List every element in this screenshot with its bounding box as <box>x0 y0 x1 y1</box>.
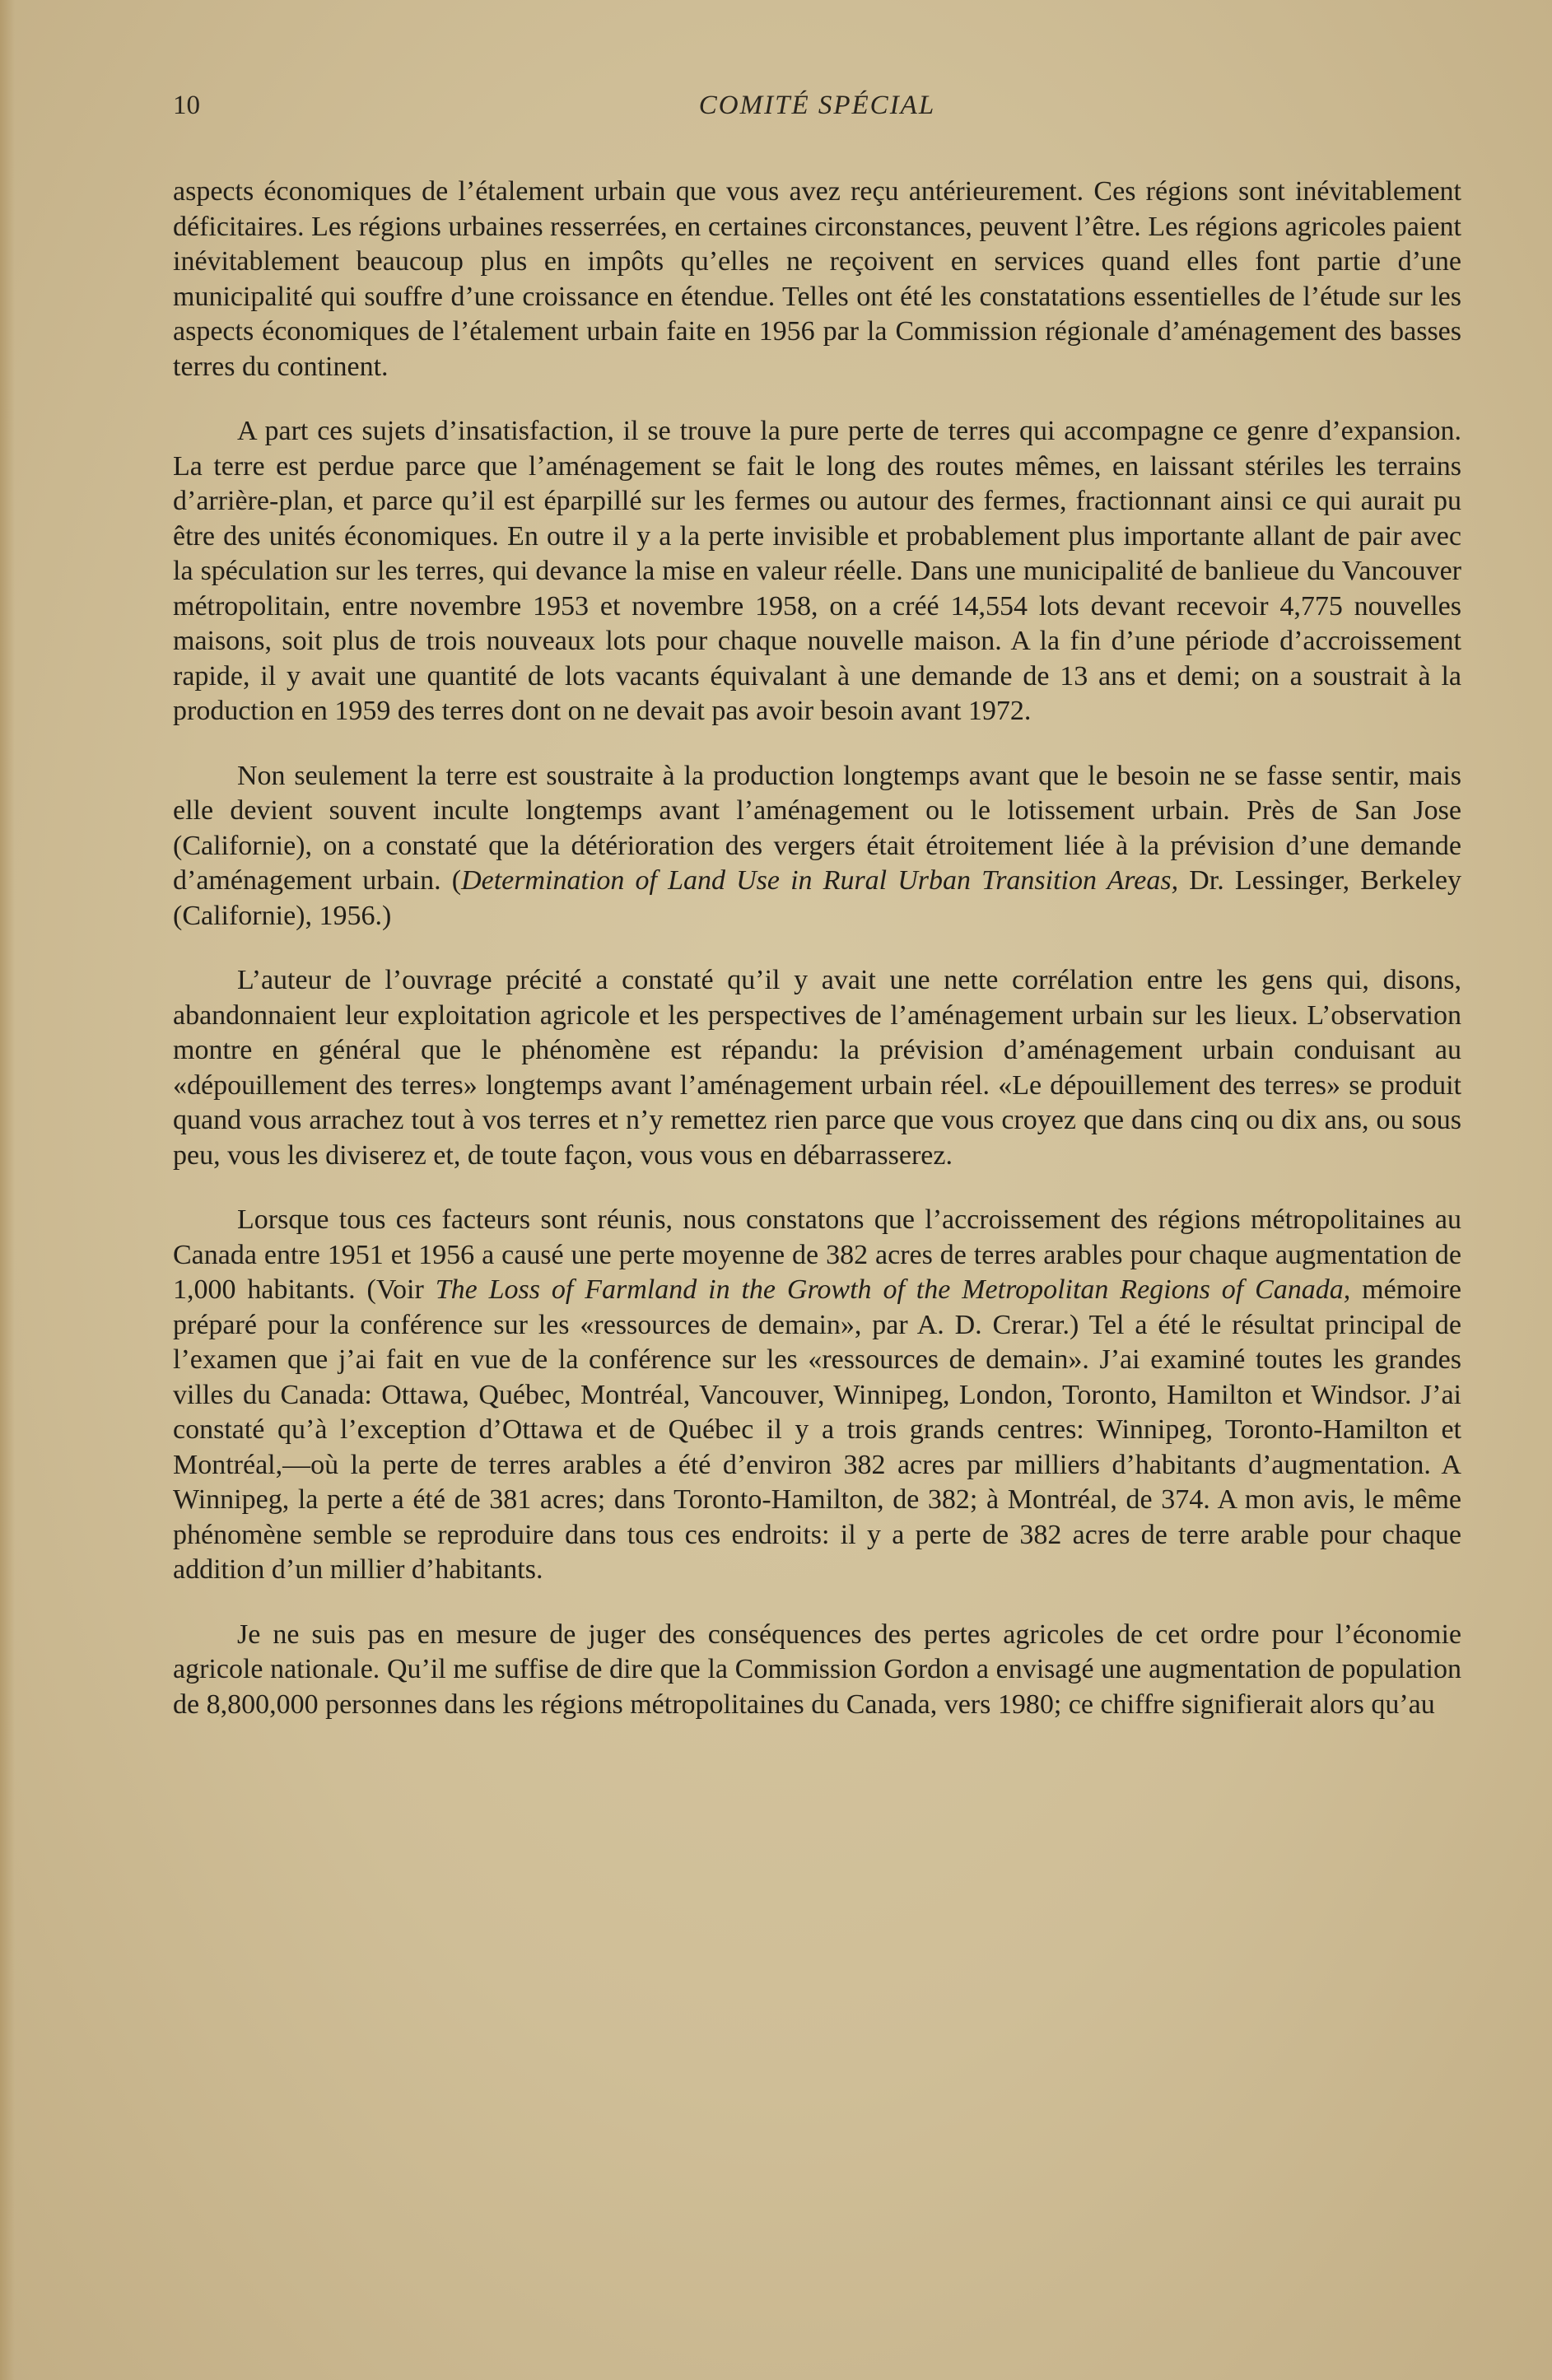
paragraph-5 <box>173 1203 1461 1588</box>
running-header <box>173 91 1461 137</box>
paragraph-1: aspects économiques de l’étalement urbain que vous avez reçu antérieurement. Ces régions sont inévitablement déficitaires. Les régions urbaines resserrées, en certaines circonstances, peuvent l’être. Les régions agricoles paient inévitablement beaucoup plus en impôts qu’elles ne reçoivent en services quand elles font partie d’une municipalité qui souffre d’une croissance en étendue. Telles ont été les constatations essentielles de l’étude sur les aspects économiques de l’étalement urbain faite en 1956 par la Commission régionale d’aménagement des basses terres du continent. <box>173 176 1461 382</box>
paragraph-4: L’auteur de l’ouvrage précité a constaté qu’il y avait une nette corrélation entre les gens qui, disons, abandonnaient leur exploitation agricole et les perspectives de l’aménagement urbain sur les lieux. L’observation montre en général que le phénomène est répandu: la prévision d’aménagement urbain conduisant au «dépouillement des terres» longtemps avant l’aménagement urbain réel. «Le dépouillement des terres» se produit quand vous arrachez tout à vos terres et n’y remettez rien parce que vous croyez que dans cinq ou dix ans, ou sous peu, vous les diviserez et, de toute façon, vous vous en débarrasserez. <box>173 965 1461 1171</box>
running-title: COMITÉ SPÉCIAL <box>698 91 936 120</box>
citation-title: Determination of Land Use in Rural Urban Transition Areas, <box>461 865 1179 896</box>
paragraph-3-text-end: Dr. Lessinger, Berkeley (Californie), 1956.) <box>173 865 1461 931</box>
paragraph-6: Je ne suis pas en mesure de juger des conséquences des pertes agricoles de cet ordre pour l’économie agricole nationale. Qu’il me suffise de dire que la Commission Gordon a envisagé une augmentation de population de 8,800,000 personnes dans les régions métropolitaines du Canada, vers 1980; ce chiffre signifierait alors qu’au <box>173 1618 1461 1720</box>
paragraph-5-text: Lorsque tous ces facteurs sont réunis, nous constatons que l’accroissement des régions métropolitaines au Canada entre 1951 et 1956 a causé une perte moyenne de 382 acres de terres arables pour chaque augmentation de 1,000 habitants. (Voir <box>173 1204 1461 1305</box>
body-text <box>173 175 1461 1722</box>
paragraph-3-text: Non seulement la terre est soustraite à la production longtemps avant que le besoin ne se fasse sentir, mais elle devient souvent inculte longtemps avant l’aménagement ou le lotissement urbain. Près de San Jose (Californie), on a constaté que la détérioration des vergers était étroitement liée à la prévision d’une demande d’aménagement urbain. ( <box>173 760 1461 896</box>
page-edge-shadow <box>0 0 15 2380</box>
paragraph-5-text-end: mémoire préparé pour la conférence sur les «ressources de demain», par A. D. Crerar.) Tel a été le résultat principal de l’examen que j’ai fait en vue de la conférence sur les «ressources de demain». J’ai examiné toutes les grandes villes du Canada: Ottawa, Québec, Montréal, Vancouver, Winnipeg, London, Toronto, Hamilton et Windsor. J’ai constaté qu’à l’exception d’Ottawa et de Québec il y a trois grands centres: Winnipeg, Toronto-Hamilton et Montréal,—où la perte de terres arables a été d’environ 382 acres par milliers d’habitants d’augmentation. A Winnipeg, la perte a été de 381 acres; dans Toronto-Hamilton, de 382; à Montréal, de 374. A mon avis, le même phénomène semble se reproduire dans tous ces endroits: il y a perte de 382 acres de terre arable pour chaque addition d’un millier d’habitants. <box>173 1274 1462 1585</box>
paragraph-2: A part ces sujets d’insatisfaction, il se trouve la pure perte de terres qui accompagne ce genre d’expansion. La terre est perdue parce que l’aménagement se fait le long des routes mêmes, en laissant stériles les terrains d’arrière-plan, et parce qu’il est éparpillé sur les fermes ou autour des fermes, fractionnant ainsi ce qui aurait pu être des unités économiques. En outre il y a la perte invisible et probablement plus importante allant de pair avec la spéculation sur les terres, qui devance la mise en valeur réelle. Dans une municipalité de banlieue du Vancouver métropolitain, entre novembre 1953 et novembre 1958, on a créé 14,554 lots devant recevoir 4,775 nouvelles maisons, soit plus de trois nouveaux lots pour chaque nouvelle maison. A la fin d’une période d’accroissement rapide, il y avait une quantité de lots vacants équivalant à une demande de 13 ans et demi; on a soustrait à la production en 1959 des terres dont on ne devait pas avoir besoin avant 1972. <box>173 416 1461 726</box>
page-number: 10 <box>173 91 200 120</box>
citation-title: The Loss of Farmland in the Growth of the Metropolitan Regions of Canada, <box>435 1274 1351 1305</box>
paragraph-3 <box>173 759 1461 934</box>
